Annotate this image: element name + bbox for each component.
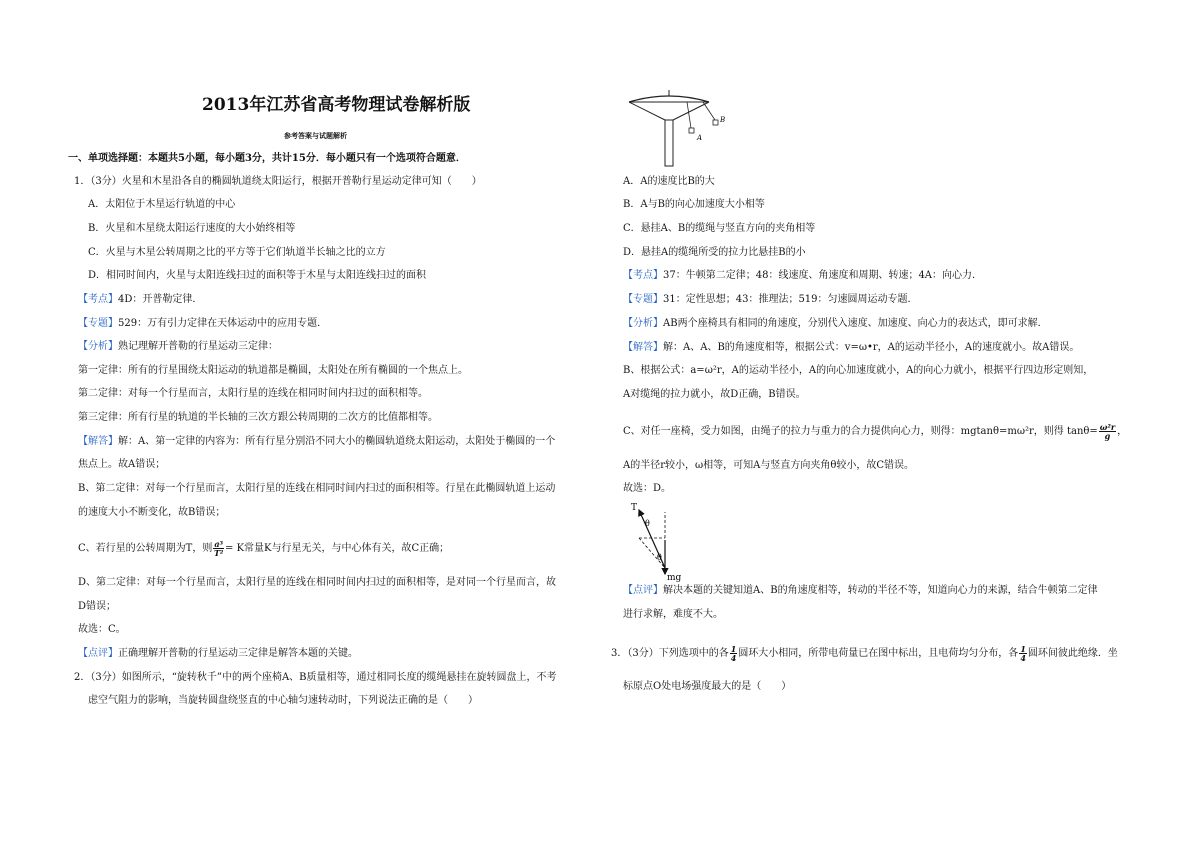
q1-option-b: B．火星和木星绕太阳运行速度的大小始终相等 [88, 223, 296, 234]
zhuanti-label: 【专题】 [623, 294, 663, 305]
q2-option-a: A．A的速度比B的大 [623, 176, 715, 187]
force-label-t: T [631, 503, 638, 513]
force-diagram [625, 500, 705, 582]
fenxi-text: AB两个座椅具有相同的角速度，分别代入速度、加速度、向心力的表达式，即可求解． [663, 318, 1048, 329]
q1-jieda-b-line2: 的速度大小不断变化，故B错误； [78, 507, 226, 518]
q2-jieda-c-line1 [623, 423, 1127, 440]
q2-stem-line2: 虑空气阻力的影响，当旋转圆盘绕竖直的中心轴匀速转动时，下列说法正确的是（ ） [88, 695, 478, 706]
q1-jieda-c [78, 540, 449, 557]
fraction-denominator: T² [213, 548, 224, 558]
fraction-numerator: 1 [730, 644, 737, 654]
q1-jieda-b-line1: B、第二定律：对每一个行星而言，太阳行星的连线在相同时间内扫过的面积相等。行星在此椭圆轨道上运动 [78, 483, 556, 494]
q1-answer: 故选：C。 [78, 624, 126, 635]
label-b: B [720, 116, 726, 124]
q1-law3: 第三定律：所有行星的轨道的半长轴的三次方跟公转周期的二次方的比值都相等。 [78, 412, 438, 423]
angle-label-bottom: θ [657, 553, 662, 562]
jieda-a-line1: 解：A、第一定律的内容为：所有行星分别沿不同大小的椭圆轨道绕太阳运动，太阳处于椭圆的一个 [118, 436, 556, 447]
kaodian-text: 4D：开普勒定律． [118, 294, 203, 305]
q2-jieda-b-line1: B、根据公式：a=ω²r，A的运动半径小，A的向心加速度就小，A的向心力就小，根据平行四边形定则知， [623, 365, 1094, 376]
q2-jieda-c-line2: A的半径r较小，ω相等，可知A与竖直方向夹角θ较小，故C错误。 [623, 460, 915, 471]
q1-dianping [78, 647, 358, 661]
quarter-fraction [730, 645, 738, 662]
rotating-swing-figure [625, 88, 735, 168]
q1-jieda-d-line2: D错误； [78, 601, 117, 612]
quarter-fraction [1019, 645, 1027, 662]
jieda-c-post: = K常量K与行星无关，与中心体有关，故C正确； [225, 543, 450, 554]
zhuanti-text: 529：万有引力定律在天体运动中的应用专题． [118, 318, 328, 329]
kaodian-text: 37：牛顿第二定律；48：线速度、角速度和周期、转速；4A：向心力． [663, 270, 983, 281]
q2-stem-line1: 2．（3分）如图所示，“旋转秋千”中的两个座椅A、B质量相等，通过相同长度的缆绳悬挂在旋转圆盘上，不考 [74, 672, 557, 683]
q2-fenxi [623, 317, 1048, 331]
kaodian-label: 【考点】 [623, 270, 663, 281]
q3-stem-part2: 圆环大小相同，所带电荷量已在图中标出，且电荷均匀分布，各 [738, 648, 1019, 659]
q3-stem-part3: 圆环间彼此绝缘．坐 [1027, 648, 1118, 659]
angle-label-top: θ [645, 519, 650, 528]
q2-option-c: C．悬挂A、B的缆绳与竖直方向的夹角相等 [623, 223, 816, 234]
q1-fenxi [78, 340, 278, 354]
q1-zhuanti [78, 317, 327, 331]
q1-jieda-d-line1: D、第二定律：对每一个行星而言，太阳行星的连线在相同时间内扫过的面积相等，是对同一个行星而言，故 [78, 577, 557, 588]
dianping-label: 【点评】 [78, 648, 118, 659]
q2-answer: 故选：D。 [623, 483, 672, 494]
zhuanti-label: 【专题】 [78, 318, 118, 329]
dianping-text: 正确理解开普勒的行星运动三定律是解答本题的关键。 [118, 648, 358, 659]
fenxi-label: 【分析】 [623, 318, 663, 329]
fraction-denominator: g [1104, 431, 1111, 441]
fraction-numerator: ω²r [1099, 422, 1116, 432]
q1-law2: 第二定律：对每一个行星而言，太阳行星的连线在相同时间内扫过的面积相等。 [78, 388, 428, 399]
q2-option-b: B．A与B的向心加速度大小相等 [623, 199, 765, 210]
fraction-denominator: 4 [730, 653, 737, 663]
section-heading: 一、单项选择题：本题共5小题，每小题3分，共计15分．每小题只有一个选项符合题意． [68, 153, 466, 164]
jieda-a-text: 解：A、A、B的角速度相等，根据公式：v=ω•r，A的运动半径小，A的速度就小。故A错误。 [663, 342, 1080, 353]
tan-fraction [1099, 423, 1116, 440]
kaodian-label: 【考点】 [78, 294, 118, 305]
jieda-label: 【解答】 [623, 342, 663, 353]
jieda-c-pre: C、若行星的公转周期为T，则 [78, 543, 213, 554]
fraction-numerator: 1 [1020, 644, 1026, 654]
q1-kaodian [78, 293, 202, 307]
jieda-c-post: ， [1117, 426, 1128, 437]
q1-option-d: D．相同时间内，火星与太阳连线扫过的面积等于木星与太阳连线扫过的面积 [88, 270, 427, 281]
kepler-fraction [213, 540, 224, 557]
q2-jieda-b-line2: A对缆绳的拉力就小，故D正确，B错误。 [623, 389, 806, 400]
jieda-label: 【解答】 [78, 436, 118, 447]
q2-kaodian [623, 269, 982, 283]
page-title: 2013年江苏省高考物理试卷解析版 [202, 95, 471, 115]
q2-zhuanti [623, 293, 918, 307]
fraction-denominator: 4 [1020, 653, 1026, 663]
q3-stem-part1: 3．（3分）下列选项中的各 [611, 648, 729, 659]
q1-law1: 第一定律：所有的行星围绕太阳运动的轨道都是椭圆，太阳处在所有椭圆的一个焦点上。 [78, 365, 468, 376]
page-subtitle: 参考答案与试题解析 [284, 131, 347, 140]
zhuanti-text: 31：定性思想；43：推理法；519：匀速圆周运动专题． [663, 294, 918, 305]
fraction-numerator: a³ [214, 539, 224, 549]
q2-dianping-line2: 进行求解，难度不大。 [623, 609, 723, 620]
q2-jieda [623, 341, 1079, 355]
q3-stem-line1 [611, 645, 1118, 662]
fenxi-text: 熟记理解开普勒的行星运动三定律： [118, 341, 278, 352]
dianping-label: 【点评】 [623, 585, 663, 596]
force-label-mg: mg [667, 573, 682, 582]
jieda-c-pre: C、对任一座椅，受力如图，由绳子的拉力与重力的合力提供向心力，则得：mgtanθ=mω²r，则得 tanθ= [623, 426, 1098, 437]
fenxi-label: 【分析】 [78, 341, 118, 352]
label-a: A [697, 134, 703, 142]
q1-jieda-a-line2: 焦点上。故A错误； [78, 459, 166, 470]
dianping-text: 解决本题的关键知道A、B的角速度相等，转动的半径不等，知道向心力的来源，结合牛顿第二定律 [663, 585, 1098, 596]
q2-option-d: D．悬挂A的缆绳所受的拉力比悬挂B的小 [623, 247, 806, 258]
q1-option-a: A．太阳位于木星运行轨道的中心 [88, 199, 236, 210]
q1-jieda [78, 435, 555, 449]
q1-stem: 1．（3分）火星和木星沿各自的椭圆轨道绕太阳运行，根据开普勒行星运动定律可知（ ） [74, 176, 482, 187]
q2-dianping [623, 584, 1098, 598]
q1-option-c: C．火星与木星公转周期之比的平方等于它们轨道半长轴之比的立方 [88, 247, 386, 258]
q3-stem-line2: 标原点O处电场强度最大的是（ ） [623, 681, 792, 692]
